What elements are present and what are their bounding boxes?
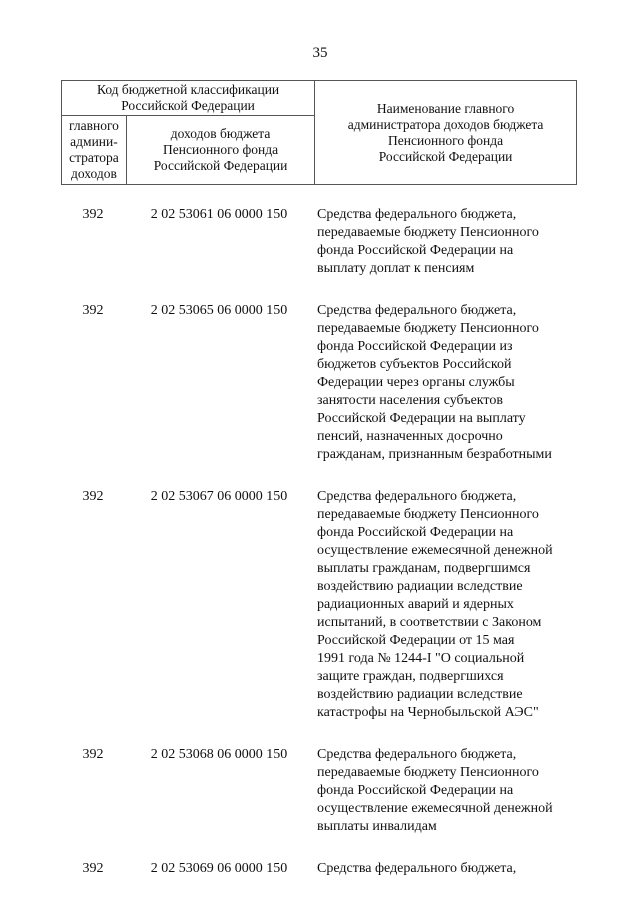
administrator-name-header xyxy=(315,81,577,185)
income-code: 2 02 53069 06 0000 150 xyxy=(150,861,288,876)
admin-col-line: доходов xyxy=(71,166,117,181)
income-code: 2 02 53068 06 0000 150 xyxy=(150,747,288,762)
income-col-line: Пенсионного фонда xyxy=(163,142,279,157)
fund-income-header xyxy=(126,116,314,185)
admin-code: 392 xyxy=(82,303,104,318)
table-row xyxy=(0,860,640,878)
chief-administrator-header xyxy=(62,116,127,185)
name-col-line: Пенсионного фонда xyxy=(388,132,504,148)
income-code: 2 02 53061 06 0000 150 xyxy=(150,207,288,222)
name-col-line: администратора доходов бюджета xyxy=(347,116,544,132)
table-row xyxy=(0,488,640,722)
income-name: Средства федерального бюджета, передаваемые бюджету Пенсионного фонда Российской Федерации из бюджетов субъектов Российской Федерации через органы службы занятости населения субъектов Российской Федерации на выплату пенсий, назначенных досрочно гражданам, признанным безработными xyxy=(317,303,552,462)
admin-col-line: главного xyxy=(69,118,119,133)
admin-code: 392 xyxy=(82,861,104,876)
income-name: Средства федерального бюджета, передаваемые бюджету Пенсионного фонда Российской Федерации на осуществление ежемесячной денежной выплаты гражданам, подвергшимся воздействию радиации вследствие радиационных аварий и ядерных испытаний, в соответствии с Законом Российской Федерации от 15 мая 1991 года № 1244-I "О социальной защите граждан, подвергшихся воздействию радиации вследствие катастрофы на Чернобыльской АЭС" xyxy=(317,489,553,720)
income-col-line: Российской Федерации xyxy=(153,158,288,173)
table-row xyxy=(0,746,640,836)
table-row xyxy=(0,302,640,464)
admin-col-line: стратора xyxy=(69,150,119,165)
name-col-line: Наименование главного xyxy=(376,100,515,116)
classification-table-header xyxy=(61,80,577,185)
admin-code: 392 xyxy=(82,207,104,222)
income-code: 2 02 53067 06 0000 150 xyxy=(150,489,288,504)
income-name: Средства федерального бюджета, передаваемые бюджету Пенсионного фонда Российской Федерации на выплату доплат к пенсиям xyxy=(317,207,539,276)
admin-col-line: админи- xyxy=(70,134,118,149)
admin-code: 392 xyxy=(82,489,104,504)
admin-code: 392 xyxy=(82,747,104,762)
income-code: 2 02 53065 06 0000 150 xyxy=(150,303,288,318)
name-col-line: Российской Федерации xyxy=(378,148,513,164)
budget-classification-code-header xyxy=(62,81,315,116)
table-row xyxy=(0,206,640,278)
group-title-line: Код бюджетной классификации xyxy=(96,82,280,97)
income-name: Средства федерального бюджета, передаваемые бюджету Пенсионного фонда Российской Федерации на осуществление ежемесячной денежной выплаты инвалидам xyxy=(317,747,553,834)
page-number: 35 xyxy=(312,45,328,61)
group-title-line: Российской Федерации xyxy=(121,98,255,113)
classification-rows xyxy=(0,206,640,902)
income-name: Средства федерального бюджета, xyxy=(317,861,517,876)
income-col-line: доходов бюджета xyxy=(170,126,271,141)
